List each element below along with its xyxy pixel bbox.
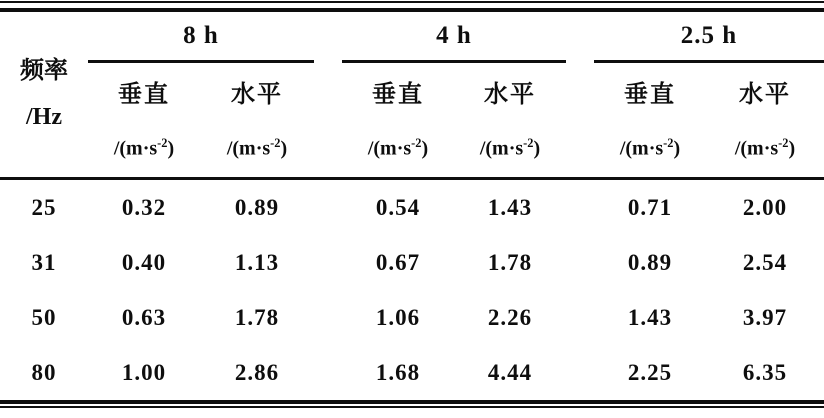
unit-prefix: /(m·s [367,137,412,160]
unit-superscript: -2 [270,135,281,150]
group-header-2p5h: 2.5 h [594,10,824,62]
cell-4h-horizontal: 1.43 [454,179,566,236]
table-row-31 [0,235,824,290]
cell-2p5h-vertical: 1.43 [627,304,673,330]
cell-8h-vertical: 0.40 [121,249,167,275]
group-header-8h: 8 h [88,10,314,62]
unit-suffix: ) [673,137,681,160]
frequency-column-header [0,10,88,179]
unit-header-4h-vertical [342,119,454,179]
unit-suffix: ) [788,137,796,160]
cell-frequency: 80 [31,359,57,385]
unit-suffix: ) [280,137,288,160]
cell-2p5h-vertical: 0.71 [594,179,706,236]
cell-4h-vertical: 1.06 [375,304,421,330]
cell-2p5h-horizontal: 6.35 [742,359,788,385]
column-spacer [566,345,594,402]
unit-prefix: /(m·s [113,137,158,160]
cell-4h-vertical: 0.54 [342,179,454,236]
unit-prefix: /(m·s [619,137,664,160]
table-row-25 [0,179,824,236]
unit-prefix: /(m·s [734,137,779,160]
cell-8h-vertical: 0.32 [88,179,200,236]
cell-2p5h-vertical: 0.89 [627,249,673,275]
column-spacer [314,10,342,179]
unit-superscript: -2 [778,135,789,150]
column-spacer [314,179,342,236]
cell-2p5h-horizontal: 2.54 [742,249,788,275]
cell-4h-vertical: 1.68 [375,359,421,385]
unit-prefix: /(m·s [226,137,271,160]
column-spacer [314,235,342,290]
unit-row [0,119,824,179]
unit-suffix: ) [533,137,541,160]
top-thin-rule [0,1,824,3]
subheader-2p5h-vertical: 垂直 [624,81,676,108]
unit-suffix: ) [167,137,175,160]
cell-frequency: 31 [31,249,57,275]
unit-superscript: -2 [523,135,534,150]
unit-header-2p5h-vertical [594,119,706,179]
column-spacer [566,179,594,236]
cell-8h-vertical: 1.00 [121,359,167,385]
cell-8h-horizontal: 0.89 [200,179,314,236]
unit-superscript: -2 [157,135,168,150]
cell-2p5h-vertical: 2.25 [627,359,673,385]
unit-header-8h-vertical [88,119,200,179]
cell-4h-horizontal: 1.78 [487,249,533,275]
subheader-8h-vertical: 垂直 [118,81,170,108]
frequency-unit-label: /Hz [26,103,62,130]
column-spacer [314,290,342,345]
cell-8h-horizontal: 1.78 [234,304,280,330]
unit-superscript: -2 [411,135,422,150]
column-spacer [314,345,342,402]
column-spacer [566,235,594,290]
column-spacer [566,290,594,345]
group-header-4h: 4 h [342,10,566,62]
cell-2p5h-horizontal: 2.00 [706,179,824,236]
cell-8h-horizontal: 2.86 [234,359,280,385]
cell-8h-vertical: 0.63 [121,304,167,330]
subheader-4h-vertical: 垂直 [372,81,424,108]
bottom-thin-rule [0,406,824,408]
cell-8h-horizontal: 1.13 [234,249,280,275]
cell-frequency: 25 [0,179,88,236]
group-header-row [0,10,824,62]
unit-superscript: -2 [663,135,674,150]
column-spacer [566,10,594,179]
vibration-frequency-table [0,8,824,404]
cell-4h-vertical: 0.67 [375,249,421,275]
frequency-label: 频率 [20,57,68,84]
table-row-50 [0,290,824,345]
unit-header-4h-horizontal [454,119,566,179]
unit-suffix: ) [421,137,429,160]
subheader-8h-horizontal: 水平 [231,81,283,108]
cell-frequency: 50 [31,304,57,330]
cell-4h-horizontal: 4.44 [487,359,533,385]
subheader-2p5h-horizontal: 水平 [739,81,791,108]
cell-4h-horizontal: 2.26 [487,304,533,330]
cell-2p5h-horizontal: 3.97 [742,304,788,330]
table-row-80 [0,345,824,402]
subheader-4h-horizontal: 水平 [484,81,536,108]
unit-header-2p5h-horizontal [706,119,824,179]
subheader-row [0,62,824,120]
unit-header-8h-horizontal [200,119,314,179]
unit-prefix: /(m·s [479,137,524,160]
